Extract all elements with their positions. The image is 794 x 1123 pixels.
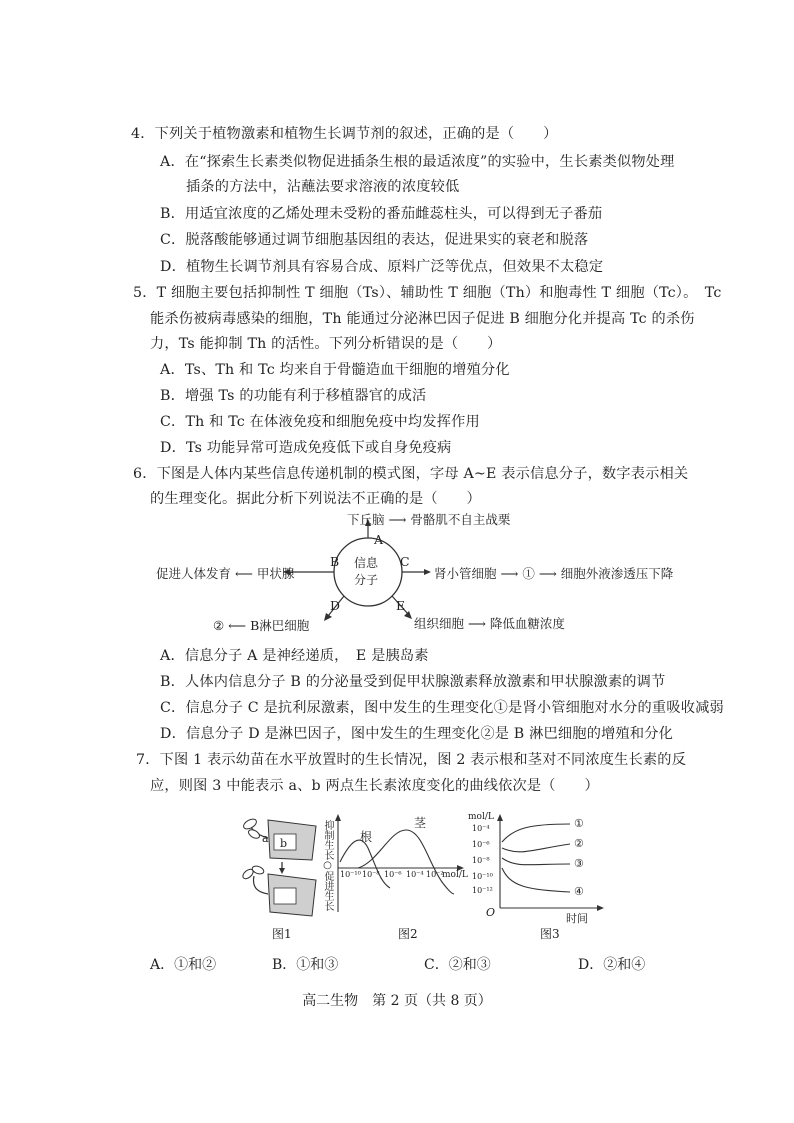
q6-option-d: D．信息分子 D 是淋巴因子，图中发生的生理变化②是 B 淋巴细胞的增殖和分化	[160, 726, 674, 742]
fig1-caption: 图1	[272, 927, 292, 941]
signal-molecule-diagram	[140, 510, 674, 638]
q5-option-d: D．Ts 功能异常可造成免疫低下或自身免疫病	[160, 440, 452, 456]
q7-stem-line1: 7．下图 1 表示幼苗在水平放置时的生长情况，图 2 表示根和茎对不同浓度生长素的反	[136, 752, 687, 768]
auxin-response-plot	[318, 812, 468, 917]
fig2-tick-3: 10⁻⁶	[384, 870, 402, 879]
fig1-label-b: b	[280, 837, 288, 850]
q4-option-b: B．用适宜浓度的乙烯处理未受粉的番茄雌蕊柱头，可以得到无子番茄	[160, 206, 603, 222]
q5-option-a: A．Ts、Th 和 Tc 均来自于骨髓造血干细胞的增殖分化	[160, 362, 510, 378]
fig1-label-a: a	[262, 832, 269, 845]
fig3-yunit: mol/L	[468, 812, 494, 822]
bottom-right-pathway: 组织细胞 ⟶ 降低血糖浓度	[414, 616, 565, 631]
center-label-1: 信息	[354, 556, 379, 570]
letter-c: C	[400, 554, 410, 569]
letter-e: E	[396, 598, 406, 613]
q6-option-a: A．信息分子 A 是神经递质， E 是胰岛素	[160, 648, 429, 664]
q4-option-d: D．植物生长调节剂具有容易合成、原料广泛等优点，但效果不太稳定	[160, 259, 604, 275]
fig2-tick-5: 10⁻²	[426, 870, 444, 879]
letter-b: B	[330, 554, 340, 569]
right-pathway: 肾小管细胞 ⟶ ① ⟶ 细胞外液渗透压下降	[434, 566, 674, 581]
fig3-ytick-5: 10⁻¹²	[472, 886, 493, 895]
bottom-left-pathway: ② ⟵ B淋巴细胞	[213, 618, 310, 633]
fig2-tick-2: 10⁻⁸	[362, 870, 380, 879]
q5-stem-line2: 能杀伤被病毒感染的细胞，Th 能通过分泌淋巴因子促进 B 细胞分化并提高 Tc 的杀伤	[150, 311, 695, 327]
fig2-ylabel: 抑制生长○促进生长	[322, 820, 333, 911]
q7-choice-d: D．②和④	[578, 957, 646, 973]
q7-choice-a: A．①和②	[150, 957, 217, 973]
fig3-ytick-1: 10⁻⁴	[472, 824, 490, 833]
fig3-curve-1-label: ①	[574, 817, 584, 830]
q7-choice-c: C．②和③	[424, 957, 491, 973]
center-label-2: 分子	[354, 573, 379, 587]
q5-stem-line1: 5．T 细胞主要包括抑制性 T 细胞（Ts）、辅助性 T 细胞（Th）和胞毒性 T 细胞（Tc）。 Tc	[133, 285, 722, 301]
q5-option-c: C．Th 和 Tc 在体液免疫和细胞免疫中均发挥作用	[160, 414, 480, 430]
fig3-caption: 图3	[540, 927, 560, 941]
figure-2	[318, 812, 468, 942]
fig3-xlabel: 时间	[566, 912, 588, 925]
fig2-stem-label: 茎	[414, 816, 427, 830]
fig3-curve-2-label: ②	[574, 837, 584, 850]
q6-stem-line2: 的生理变化。据此分析下列说法不正确的是（ ）	[150, 491, 481, 507]
fig3-origin: O	[486, 906, 496, 919]
q4-option-a-line1: A．在“探索生长素类似物促进插条生根的最适浓度”的实验中，生长素类似物处理	[160, 154, 675, 170]
seedling-drawing	[238, 812, 328, 922]
q7-stem-line2: 应，则图 3 中能表示 a、b 两点生长素浓度变化的曲线依次是（ ）	[150, 778, 599, 794]
fig2-root-label: 根	[360, 830, 373, 844]
figure-1	[238, 812, 328, 942]
q4-stem: 4．下列关于植物激素和植物生长调节剂的叙述，正确的是（ ）	[131, 126, 558, 142]
fig3-ytick-4: 10⁻¹⁰	[472, 872, 493, 881]
fig3-ytick-3: 10⁻⁸	[472, 856, 490, 865]
fig3-curve-3-label: ③	[574, 857, 584, 870]
fig2-tick-4: 10⁻⁴	[406, 870, 424, 879]
fig2-xunit: mol/L	[442, 870, 468, 880]
q5-stem-line3: 力，Ts 能抑制 Th 的活性。下列分析错误的是（ ）	[150, 336, 502, 352]
letter-a: A	[374, 532, 384, 547]
top-pathway: 下丘脑 ⟶ 骨骼肌不自主战栗	[347, 512, 511, 527]
q6-option-b: B．人体内信息分子 B 的分泌量受到促甲状腺激素释放激素和甲状腺激素的调节	[160, 674, 666, 690]
letter-d: D	[330, 598, 341, 613]
figure-3	[470, 812, 620, 942]
q4-option-a-line2: 插条的方法中，沾蘸法要求溶液的浓度较低	[186, 179, 460, 195]
page-footer: 高二生物 第 2 页（共 8 页）	[302, 993, 492, 1009]
concentration-curves	[470, 812, 620, 917]
q7-choice-b: B．①和③	[272, 957, 339, 973]
fig2-tick-1: 10⁻¹⁰	[340, 870, 361, 879]
q5-option-b: B．增强 Ts 的功能有利于移植器官的成活	[160, 388, 427, 404]
fig2-caption: 图2	[398, 927, 418, 941]
q6-stem-line1: 6．下图是人体内某些信息传递机制的模式图，字母 A~E 表示信息分子，数字表示相关	[133, 466, 689, 482]
q6-option-c: C．信息分子 C 是抗利尿激素，图中发生的生理变化①是肾小管细胞对水分的重吸收减弱	[160, 700, 724, 716]
left-pathway: 促进人体发育 ⟵ 甲状腺	[156, 566, 295, 581]
q4-option-c: C．脱落酸能够通过调节细胞基因组的表达，促进果实的衰老和脱落	[160, 232, 589, 248]
fig3-ytick-2: 10⁻⁶	[472, 840, 490, 849]
fig3-curve-4-label: ④	[574, 885, 584, 898]
